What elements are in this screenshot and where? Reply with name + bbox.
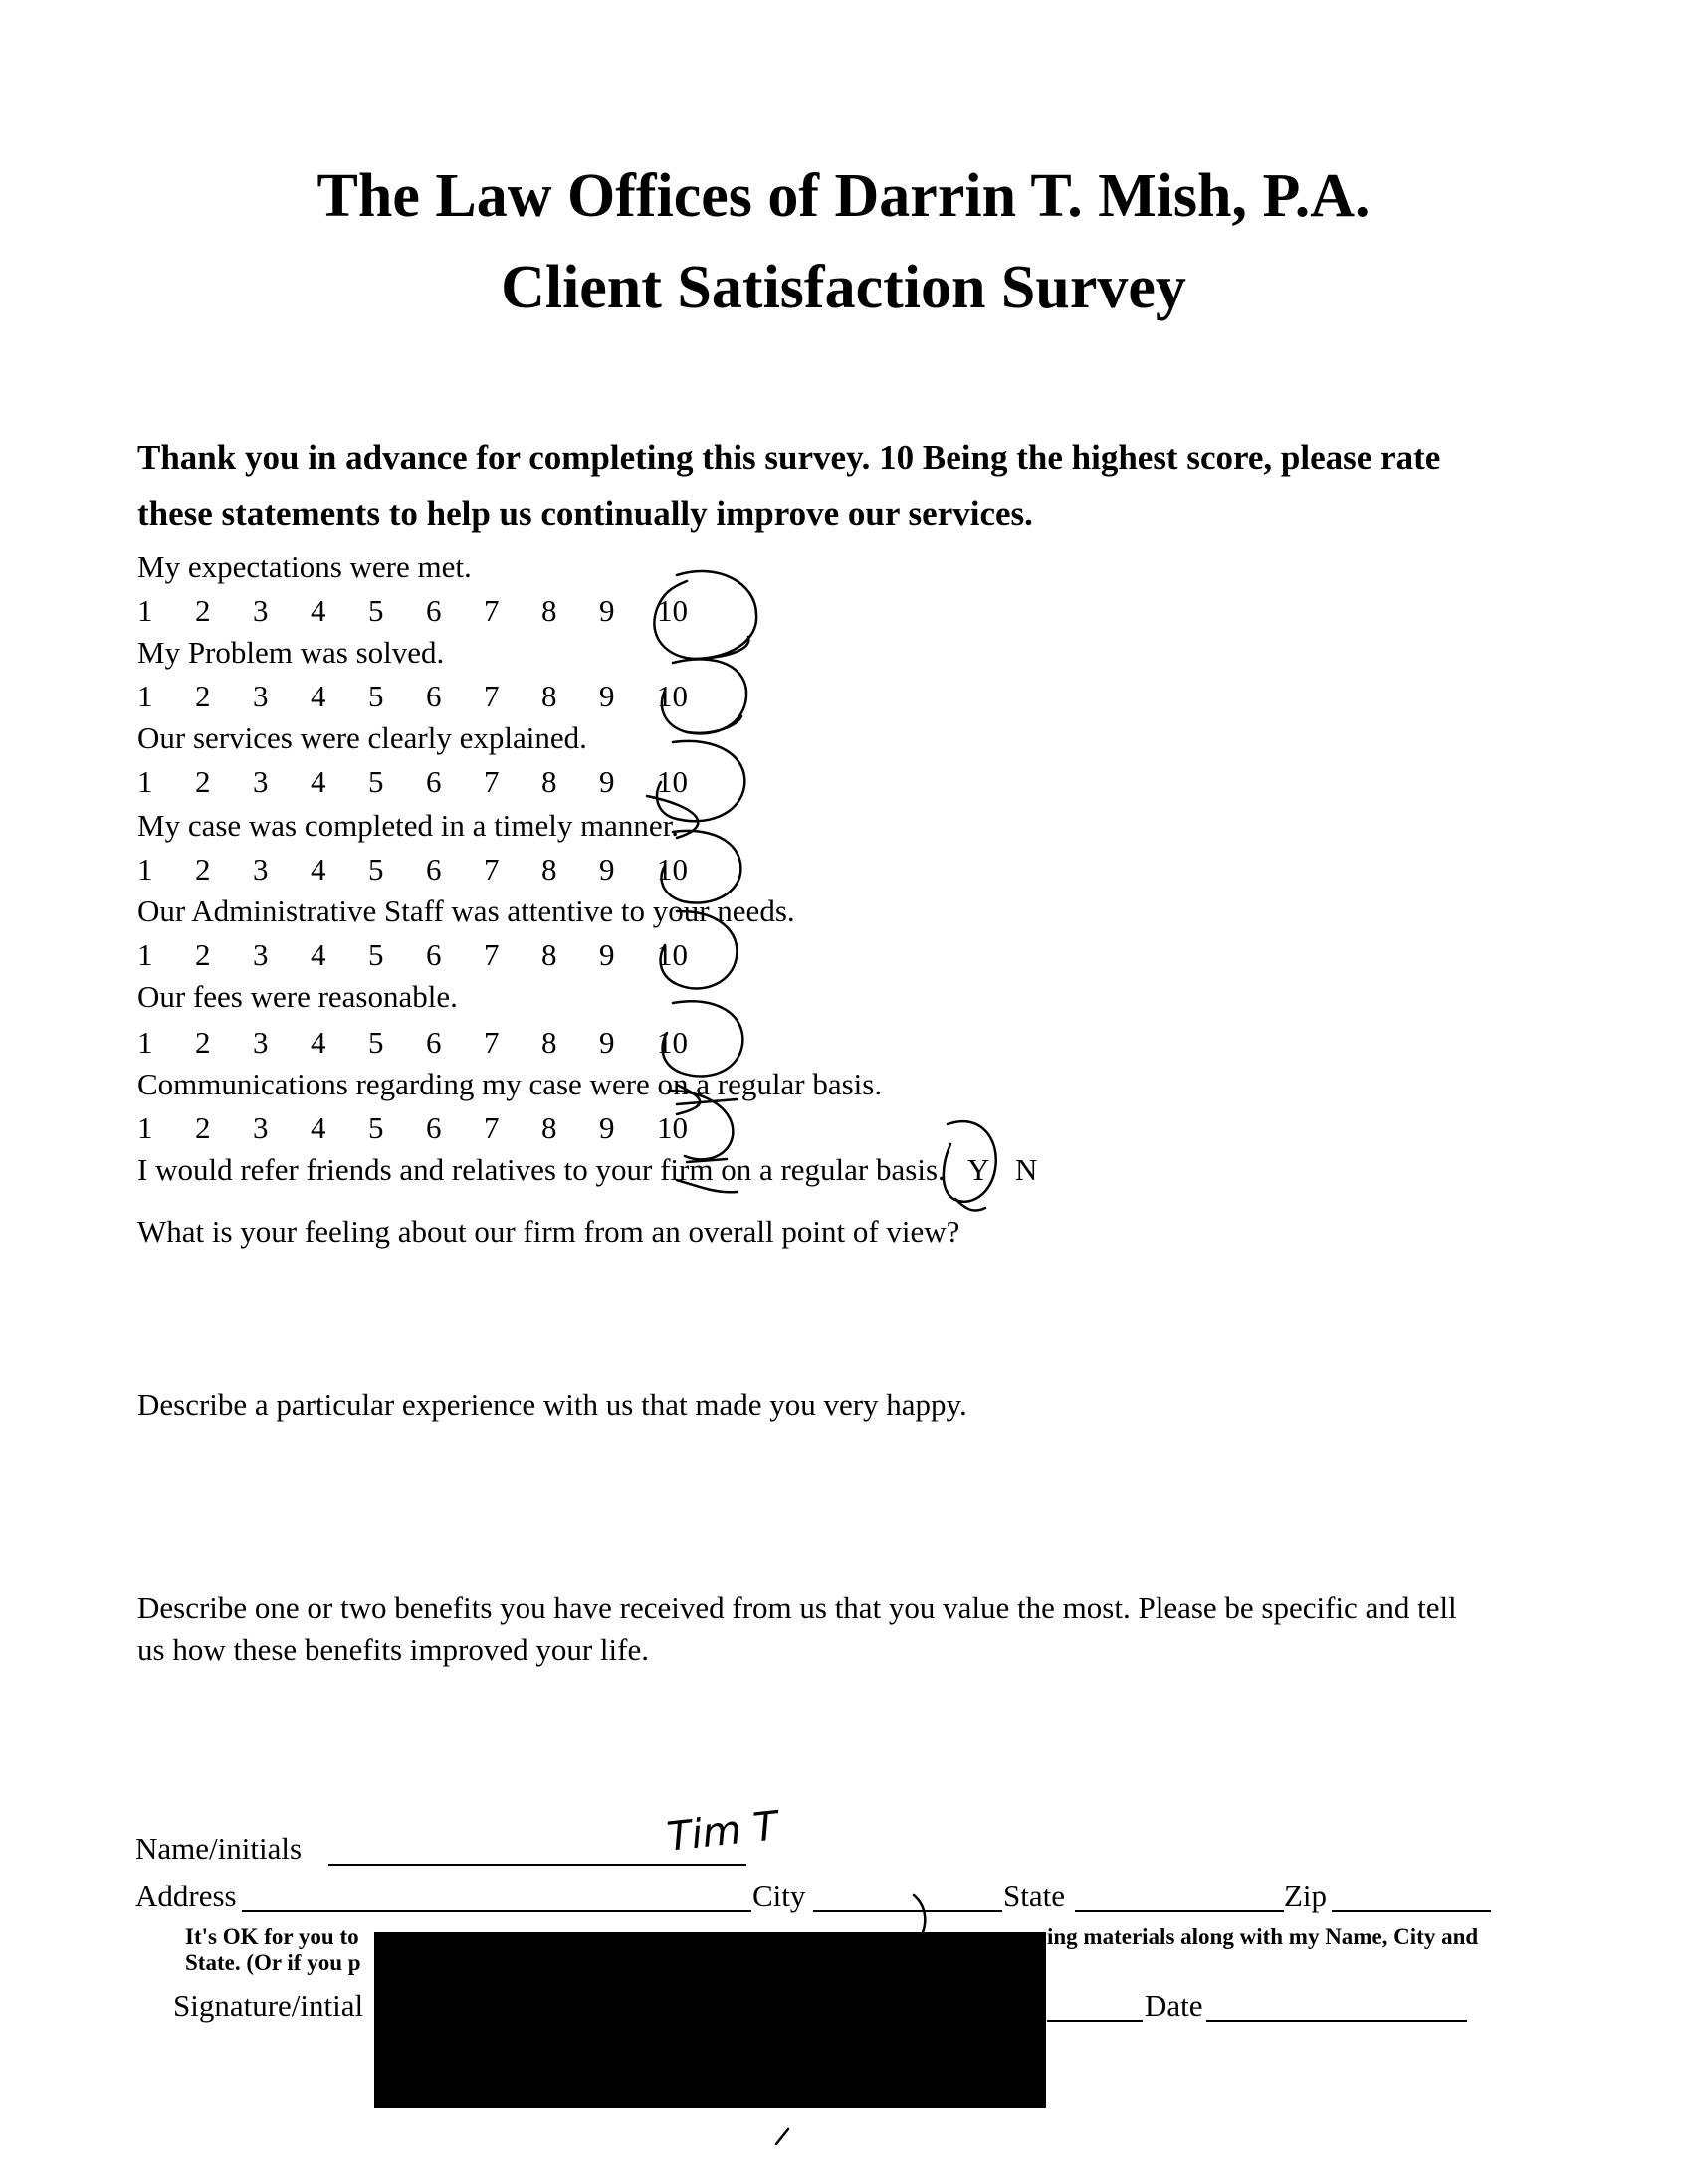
rating-option[interactable]: 7 [484, 1025, 500, 1060]
rating-option[interactable]: 5 [368, 679, 384, 713]
question-7: Communications regarding my case were on a regular basis. [137, 1067, 883, 1101]
rating-option[interactable]: 8 [541, 852, 557, 887]
question-5: Our Administrative Staff was attentive to your needs. [137, 893, 795, 928]
rating-option[interactable]: 6 [426, 1025, 442, 1060]
rating-option[interactable]: 4 [311, 937, 326, 972]
rating-option[interactable]: 3 [253, 764, 269, 799]
rating-option[interactable]: 5 [368, 1110, 384, 1145]
intro-line-1: Thank you in advance for completing this survey. 10 Being the highest score, please rate [137, 438, 1441, 477]
name-handwriting: Tim T [664, 1803, 780, 1861]
signature-label: Signature/intial [173, 1988, 364, 2023]
address-label: Address [135, 1879, 237, 1913]
rating-option[interactable]: 1 [137, 937, 153, 972]
rating-option[interactable]: 6 [426, 764, 442, 799]
rating-option[interactable]: 5 [368, 764, 384, 799]
rating-option-selected[interactable]: 10 [657, 937, 688, 972]
rating-option[interactable]: 7 [484, 679, 500, 713]
experience-question: Describe a particular experience with us that made you very happy. [137, 1387, 967, 1422]
zip-label: Zip [1284, 1879, 1328, 1913]
rating-option[interactable]: 7 [484, 852, 500, 887]
intro-line-2: these statements to help us continually improve our services. [137, 495, 1033, 533]
rating-option[interactable]: 4 [311, 593, 326, 628]
rating-option[interactable]: 4 [311, 1025, 326, 1060]
rating-option[interactable]: 3 [253, 937, 269, 972]
rating-option[interactable]: 1 [137, 679, 153, 713]
rating-option[interactable]: 4 [311, 852, 326, 887]
rating-option[interactable]: 6 [426, 937, 442, 972]
rating-option[interactable]: 3 [253, 1110, 269, 1145]
rating-option[interactable]: 7 [484, 764, 500, 799]
refer-question: I would refer friends and relatives to your firm on a regular basis. [137, 1152, 946, 1187]
rating-option[interactable]: 2 [195, 679, 211, 713]
survey-title: Client Satisfaction Survey [501, 254, 1186, 321]
rating-option[interactable]: 8 [541, 764, 557, 799]
rating-option[interactable]: 8 [541, 679, 557, 713]
rating-option[interactable]: 8 [541, 593, 557, 628]
rating-option[interactable]: 9 [599, 937, 615, 972]
rating-option-selected[interactable]: 10 [657, 593, 688, 628]
rating-option[interactable]: 9 [599, 679, 615, 713]
rating-option[interactable]: 2 [195, 1110, 211, 1145]
question-6: Our fees were reasonable. [137, 979, 458, 1014]
rating-option[interactable]: 5 [368, 852, 384, 887]
rating-option[interactable]: 9 [599, 1025, 615, 1060]
consent-line-1-end: ing materials along with my Name, City and [1047, 1924, 1479, 1949]
rating-option[interactable]: 5 [368, 593, 384, 628]
rating-option[interactable]: 9 [599, 1110, 615, 1145]
firm-name: The Law Offices of Darrin T. Mish, P.A. [316, 162, 1371, 230]
rating-option[interactable]: 2 [195, 937, 211, 972]
rating-option[interactable]: 7 [484, 1110, 500, 1145]
benefits-question-line-2: us how these benefits improved your life. [137, 1632, 649, 1667]
consent-line-2-start: State. (Or if you p [185, 1950, 361, 1975]
rating-option[interactable]: 4 [311, 679, 326, 713]
rating-option[interactable]: 8 [541, 1110, 557, 1145]
rating-option[interactable]: 2 [195, 852, 211, 887]
rating-option-selected[interactable]: 10 [657, 1110, 688, 1145]
rating-option[interactable]: 8 [541, 1025, 557, 1060]
rating-option[interactable]: 3 [253, 593, 269, 628]
city-label: City [752, 1879, 806, 1913]
rating-option[interactable]: 2 [195, 764, 211, 799]
consent-line-1-start: It's OK for you to [185, 1924, 359, 1949]
rating-option-selected[interactable]: 10 [657, 679, 688, 713]
rating-option[interactable]: 3 [253, 1025, 269, 1060]
rating-option[interactable]: 6 [426, 593, 442, 628]
rating-option[interactable]: 1 [137, 1110, 153, 1145]
name-label: Name/initials [135, 1831, 303, 1866]
rating-option[interactable]: 2 [195, 593, 211, 628]
rating-option[interactable]: 1 [137, 1025, 153, 1060]
question-1: My expectations were met. [137, 549, 472, 584]
rating-option-selected[interactable]: 10 [657, 1025, 688, 1060]
date-label: Date [1145, 1988, 1203, 2023]
rating-option[interactable]: 2 [195, 1025, 211, 1060]
rating-option[interactable]: 7 [484, 937, 500, 972]
rating-option-selected[interactable]: 10 [657, 764, 688, 799]
rating-option[interactable]: 3 [253, 852, 269, 887]
rating-option[interactable]: 8 [541, 937, 557, 972]
rating-option[interactable]: 6 [426, 852, 442, 887]
question-3: Our services were clearly explained. [137, 720, 587, 755]
rating-option[interactable]: 1 [137, 852, 153, 887]
rating-option[interactable]: 1 [137, 764, 153, 799]
rating-option[interactable]: 5 [368, 937, 384, 972]
overall-question: What is your feeling about our firm from an overall point of view? [137, 1214, 960, 1249]
rating-option[interactable]: 9 [599, 852, 615, 887]
benefits-question-line-1: Describe one or two benefits you have received from us that you value the most. Please be specific and tell [137, 1590, 1457, 1625]
refer-no[interactable]: N [1015, 1152, 1038, 1187]
rating-option[interactable]: 6 [426, 679, 442, 713]
question-2: My Problem was solved. [137, 635, 445, 670]
rating-option[interactable]: 4 [311, 1110, 326, 1145]
rating-option[interactable]: 1 [137, 593, 153, 628]
rating-option[interactable]: 5 [368, 1025, 384, 1060]
state-label: State [1003, 1879, 1065, 1913]
rating-option[interactable]: 3 [253, 679, 269, 713]
rating-option[interactable]: 6 [426, 1110, 442, 1145]
rating-option[interactable]: 9 [599, 593, 615, 628]
rating-option[interactable]: 9 [599, 764, 615, 799]
refer-yes[interactable]: Y [967, 1152, 990, 1187]
rating-option[interactable]: 4 [311, 764, 326, 799]
rating-option[interactable]: 7 [484, 593, 500, 628]
rating-option-selected[interactable]: 10 [657, 852, 688, 887]
question-4: My case was completed in a timely manner. [137, 808, 680, 843]
